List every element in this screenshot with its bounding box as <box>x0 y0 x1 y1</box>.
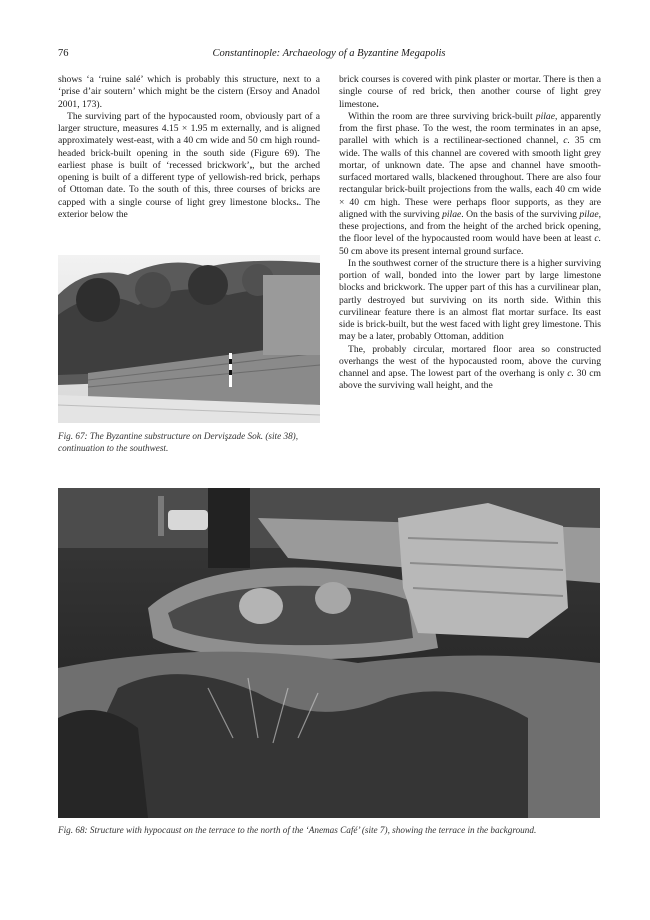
figure-68-caption: Fig. 68: Structure with hypocaust on the terrace to the north of the ‘Anemas Café’ (site 7), showing the terrace in the background. <box>58 825 537 835</box>
paragraph: The, probably circular, mortared floor area so constructed overhangs the west of the hypocausted room, above the curving channel and apse. The lowest part of the overhang is only c. 30 cm above the surviving wall height, and the <box>339 343 601 392</box>
paragraph: In the southwest corner of the structure there is a higher surviving portion of wall, bonded into the lower part by large limestone blocks and brickwork. The upper part of this has a curvilinear plan, partly destroyed but surviving on its north side. Within this curvilinear feature there is an almost flat mortar surface. Its east side is brick-built, but the west faced with light grey limestone. This may be a later, probably Ottoman, addition <box>339 257 601 343</box>
left-text-column <box>58 74 320 221</box>
page-number: 76 <box>58 48 69 59</box>
right-text-column <box>339 74 601 393</box>
paragraph: The surviving part of the hypocausted room, obviously part of a larger structure, measures 4.15 × 1.95 m externally, and is aligned approximately west-east, with a 40 cm wide and 50 cm high round-headed brick-built opening in the south side (Figure 69). The earliest phase is built of ‘recessed brickwork’,, but the arched opening is built of a different type of yellowish-red brick, perhaps of Ottoman date. To the south of this, three courses of bricks are capped with a single course of light grey limestone blocks.. The exterior below the <box>58 110 321 220</box>
running-title: Constantinople: Archaeology of a Byzantine Megapolis <box>212 48 446 59</box>
paragraph: Within the room are three surviving brick-built pilae, apparently from the first phase. To the west, the room terminates in an apse, parallel with which is a rectilinear-sectioned channel, c. 35 cm wide. The walls of this channel are covered with smooth light grey mortar, of unknown date. The apse and channel have smooth-surfaced mortared walls, blackened throughout. There are also four rectangular brick-built projections from the walls, each 40 cm wide × 40 cm high. These were perhaps floor supports, as they are aligned with the surviving pilae. On the basis of the surviving pilae, these projections, and from the height of the arched brick opening, the floor level of the hypocausted room would have been at least c. 50 cm above its present internal ground surface. <box>339 110 601 257</box>
paragraph: shows ‘a ‘ruine salé’ which is probably this structure, next to a ‘prise d’air soutern’ which might be the cistern (Ersoy and Anadol 2001, 173). <box>58 74 320 110</box>
figure-68-photo <box>58 488 600 818</box>
figure-67-caption: Fig. 67: The Byzantine substructure on Dervişzade Sok. (site 38), continuation to the southwest. <box>58 431 299 453</box>
running-head <box>58 48 600 64</box>
figure-67-photo <box>58 255 320 423</box>
paragraph: brick courses is covered with pink plaster or mortar. There is then a single course of red brick, then another course of light grey limestone. <box>339 74 601 110</box>
